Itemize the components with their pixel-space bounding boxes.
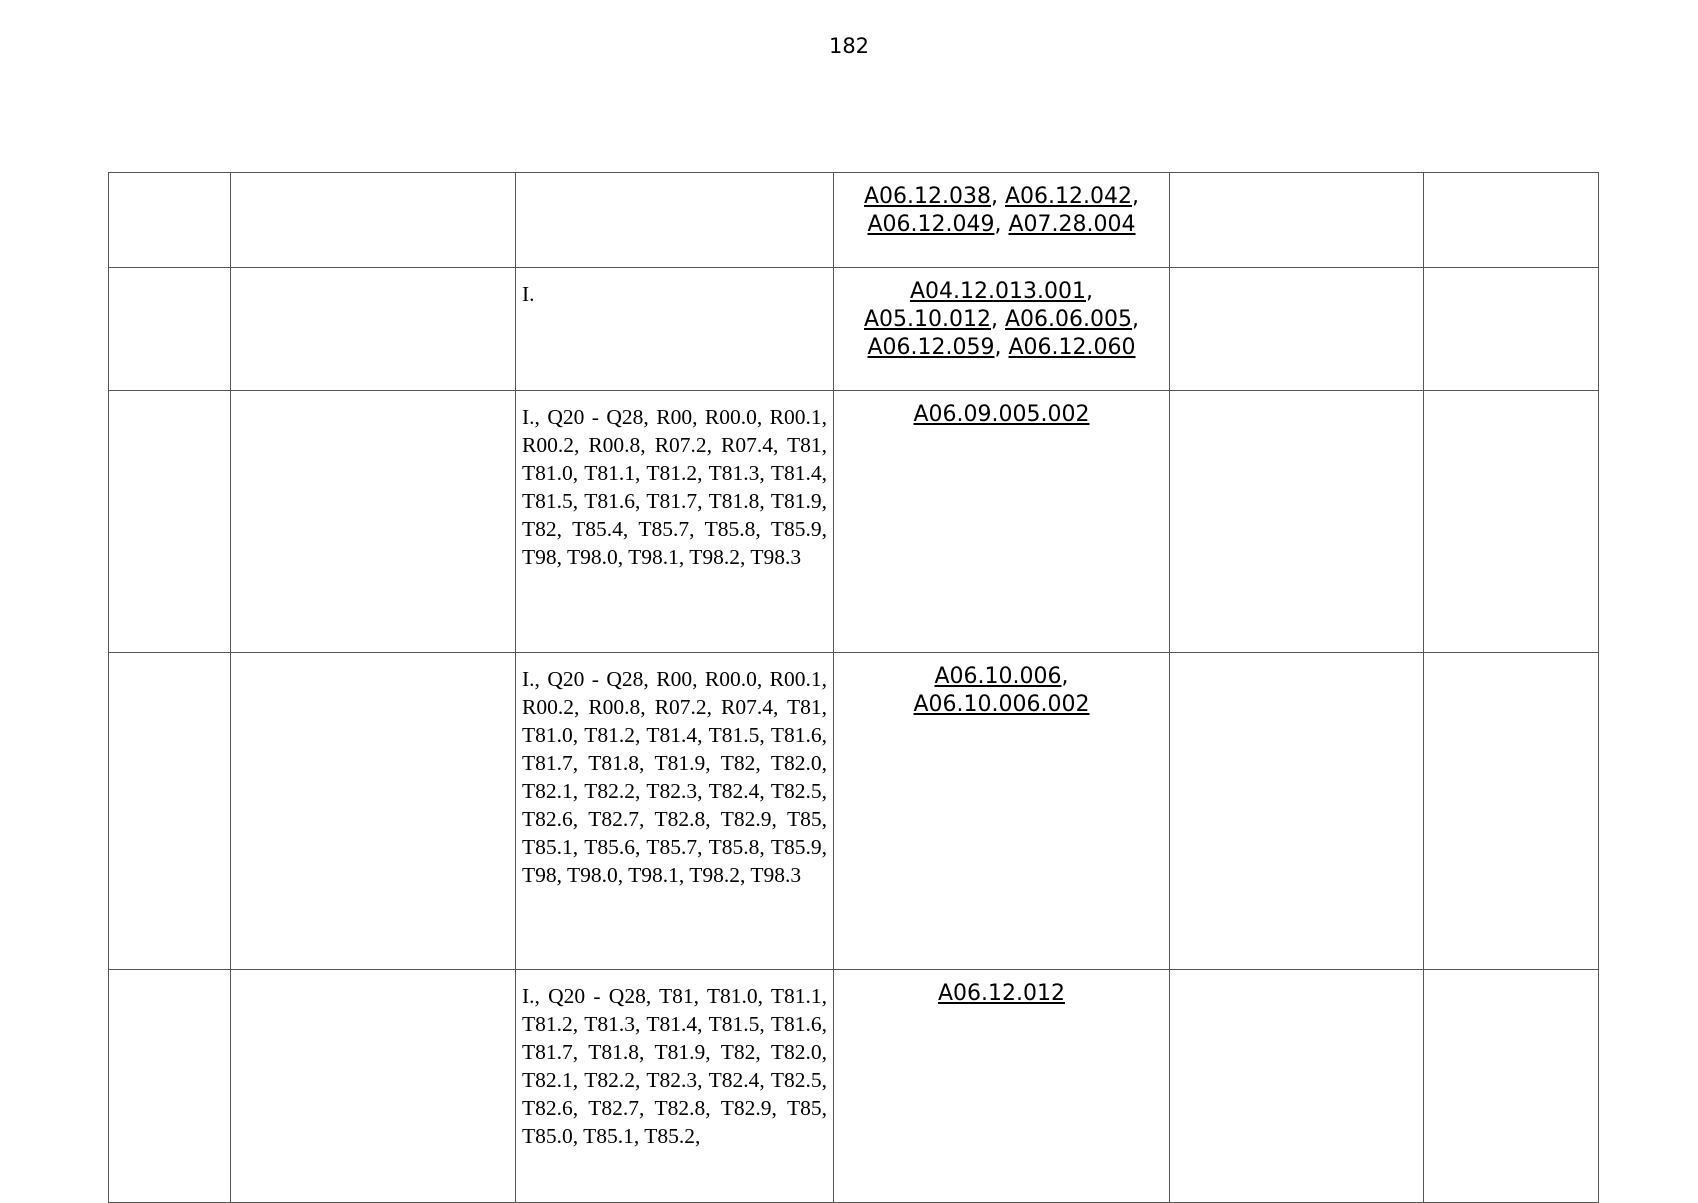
- table-cell: [231, 268, 516, 391]
- diagnosis-codes-cell: [516, 173, 834, 268]
- table-cell: [1170, 653, 1424, 970]
- table-row: [109, 268, 1599, 391]
- service-codes-line: A06.12.049, A07.28.004: [867, 212, 1136, 237]
- table-cell: [109, 268, 231, 391]
- service-codes-cell: [834, 653, 1170, 970]
- service-codes-cell: [834, 173, 1170, 268]
- diagnosis-codes-cell: I.: [516, 268, 834, 391]
- service-code-link[interactable]: A04.12.013.001: [910, 279, 1086, 304]
- service-code-link[interactable]: A06.12.049: [867, 212, 995, 237]
- table-row: [109, 173, 1599, 268]
- service-codes-cell: [834, 970, 1170, 1203]
- table-cell: [1424, 173, 1599, 268]
- table-cell: [1424, 391, 1599, 653]
- table-cell: [109, 173, 231, 268]
- medical-codes-table: [108, 172, 1599, 1203]
- page-number: 182: [828, 34, 870, 58]
- table-cell: [231, 970, 516, 1203]
- service-code-link[interactable]: A07.28.004: [1008, 212, 1136, 237]
- service-code-link[interactable]: A06.09.005.002: [913, 402, 1090, 427]
- table-row: [109, 970, 1599, 1203]
- table-cell: [1424, 268, 1599, 391]
- service-code-link[interactable]: A05.10.012: [863, 307, 991, 332]
- service-codes-line: [842, 401, 1161, 429]
- table-cell: [1170, 268, 1424, 391]
- service-codes-line: [842, 691, 1161, 719]
- table-row: [109, 653, 1599, 970]
- service-code-link[interactable]: A06.12.059: [867, 335, 995, 360]
- table-cell: [1170, 970, 1424, 1203]
- service-codes-cell: [834, 391, 1170, 653]
- service-codes-line: A04.12.013.001,: [910, 279, 1093, 304]
- service-codes-line: A06.10.006,: [934, 664, 1069, 689]
- table-row: [109, 391, 1599, 653]
- service-code-link[interactable]: A06.12.012: [937, 981, 1065, 1006]
- service-code-link[interactable]: A06.12.042: [1005, 184, 1133, 209]
- table-cell: [1170, 173, 1424, 268]
- table-cell: [231, 173, 516, 268]
- table-cell: [109, 391, 231, 653]
- service-code-link[interactable]: A06.12.060: [1008, 335, 1136, 360]
- service-code-link[interactable]: A06.06.005: [1005, 307, 1133, 332]
- table-cell: [231, 653, 516, 970]
- service-code-link[interactable]: A06.12.038: [863, 184, 991, 209]
- service-codes-cell: [834, 268, 1170, 391]
- table-cell: [1424, 970, 1599, 1203]
- service-codes-line: [842, 980, 1161, 1008]
- service-codes-line: A06.12.059, A06.12.060: [867, 335, 1136, 360]
- table-cell: [1424, 653, 1599, 970]
- service-codes-line: A06.12.038, A06.12.042,: [863, 184, 1140, 209]
- table-cell: [231, 391, 516, 653]
- service-code-link[interactable]: A06.10.006.002: [913, 692, 1090, 717]
- table-cell: [1170, 391, 1424, 653]
- table-cell: [109, 653, 231, 970]
- service-code-link[interactable]: A06.10.006: [934, 664, 1062, 689]
- diagnosis-codes-cell: I., Q20 - Q28, T81, T81.0, T81.1, T81.2, T81.3, T81.4, T81.5, T81.6, T81.7, T81.8, T81.9, T82, T82.0, T82.1, T82.2, T82.3, T82.4, T82.5, T82.6, T82.7, T82.8, T82.9, T85, T85.0, T85.1, T85.2,: [516, 970, 834, 1203]
- table-cell: [109, 970, 231, 1203]
- diagnosis-codes-cell: I., Q20 - Q28, R00, R00.0, R00.1, R00.2, R00.8, R07.2, R07.4, T81, T81.0, T81.1, T81.2, T81.3, T81.4, T81.5, T81.6, T81.7, T81.8, T81.9, T82, T85.4, T85.7, T85.8, T85.9, T98, T98.0, T98.1, T98.2, T98.3: [516, 391, 834, 653]
- diagnosis-codes-cell: I., Q20 - Q28, R00, R00.0, R00.1, R00.2, R00.8, R07.2, R07.4, T81, T81.0, T81.2, T81.4, T81.5, T81.6, T81.7, T81.8, T81.9, T82, T82.0, T82.1, T82.2, T82.3, T82.4, T82.5, T82.6, T82.7, T82.8, T82.9, T85, T85.1, T85.6, T85.7, T85.8, T85.9, T98, T98.0, T98.1, T98.2, T98.3: [516, 653, 834, 970]
- service-codes-line: A05.10.012, A06.06.005,: [863, 307, 1140, 332]
